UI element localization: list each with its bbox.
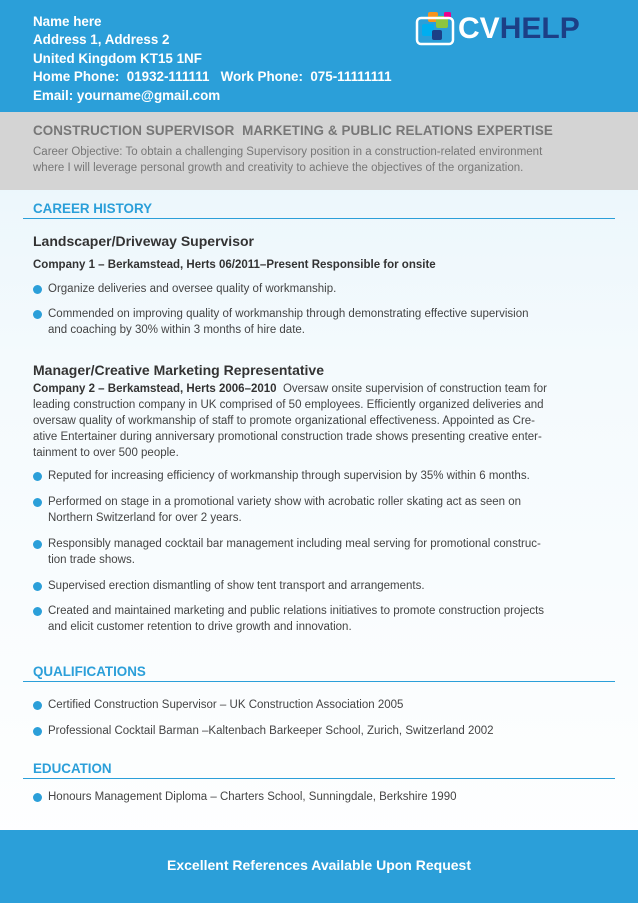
description-line: oversaw quality of workmanship of staff to promote organizational effectiveness. Appointed as Cre- <box>33 415 536 427</box>
bullet-icon <box>33 607 42 616</box>
bullet-text <box>48 306 613 338</box>
list-item <box>33 306 613 338</box>
country-postcode: United Kingdom KT15 1NF <box>33 50 202 66</box>
bullet-text-line: and elicit customer retention to drive growth and innovation. <box>48 621 352 633</box>
bullet-text: Supervised erection dismantling of show tent transport and arrangements. <box>48 580 425 592</box>
job-description <box>33 381 613 461</box>
bullet-icon <box>33 793 42 802</box>
logo-cv: CV <box>458 12 500 45</box>
bullet-text-line: Created and maintained marketing and public relations initiatives to promote construction projects <box>48 605 545 617</box>
bullet-text-line: Northern Switzerland for over 2 years. <box>48 512 242 524</box>
bullet-text: Certified Construction Supervisor – UK Construction Association 2005 <box>48 699 404 711</box>
description-line: leading construction company in UK comprised of 50 employees. Efficiently organized deliveries and <box>33 399 544 411</box>
bullet-text-line: Performed on stage in a promotional variety show with acrobatic roller skating act as seen on <box>48 496 522 508</box>
contact-block <box>33 13 392 105</box>
headline: CONSTRUCTION SUPERVISOR MARKETING & PUBLIC RELATIONS EXPERTISE <box>33 123 553 138</box>
job-company-line <box>33 257 613 273</box>
list-item <box>33 603 613 635</box>
logo-square-navy <box>432 30 442 40</box>
section-divider <box>23 778 615 779</box>
references-note: Excellent References Available Upon Request <box>167 857 471 873</box>
list-item <box>33 697 613 713</box>
bullet-text: Honours Management Diploma – Charters School, Sunningdale, Berkshire 1990 <box>48 791 457 803</box>
list-item <box>33 789 613 805</box>
company-details: Company 1 – Berkamstead, Herts 06/2011–Present Responsible for onsite <box>33 259 436 271</box>
bullet-text-line: tion trade shows. <box>48 554 135 566</box>
description-text: Oversaw onsite supervision of construction team for <box>276 383 547 395</box>
section-title-career-history: CAREER HISTORY <box>33 201 153 216</box>
section-title-qualifications: QUALIFICATIONS <box>33 664 146 679</box>
bullet-text <box>48 536 613 568</box>
career-objective <box>33 144 618 176</box>
section-divider <box>23 218 615 219</box>
bullet-icon <box>33 472 42 481</box>
description-line: ative Entertainer during anniversary promotional construction trade shows presenting creative enter- <box>33 431 542 443</box>
bullet-icon <box>33 310 42 319</box>
bullet-text <box>48 603 613 635</box>
bullet-text: Professional Cocktail Barman –Kaltenbach Barkeeper School, Zurich, Switzerland 2002 <box>48 725 494 737</box>
bullet-text-line: and coaching by 30% within 3 months of hire date. <box>48 324 305 336</box>
job-title: Landscaper/Driveway Supervisor <box>33 233 254 249</box>
bullet-icon <box>33 540 42 549</box>
cvhelp-logo <box>414 8 624 50</box>
cvhelp-logo-icon <box>414 8 458 50</box>
bullet-icon <box>33 582 42 591</box>
bullet-text <box>48 494 613 526</box>
bullet-text-line: Commended on improving quality of workmanship through demonstrating effective supervision <box>48 308 529 320</box>
bullet-icon <box>33 701 42 710</box>
objective-line: Career Objective: To obtain a challenging Supervisory position in a construction-related environment <box>33 146 543 158</box>
list-item <box>33 281 613 297</box>
bullet-text-line: Responsibly managed cocktail bar management including meal serving for promotional construc- <box>48 538 541 550</box>
bullet-icon <box>33 498 42 507</box>
job-title: Manager/Creative Marketing Representative <box>33 362 324 378</box>
phone-numbers: Home Phone: 01932-111111 Work Phone: 075-11111111 <box>33 69 392 85</box>
objective-line: where I will leverage personal growth and creativity to achieve the objectives of the organization. <box>33 162 524 174</box>
list-item <box>33 536 613 568</box>
address-line: Address 1, Address 2 <box>33 32 170 48</box>
list-item <box>33 494 613 526</box>
logo-help: HELP <box>499 12 580 45</box>
section-title-education: EDUCATION <box>33 761 112 776</box>
company-details: Company 2 – Berkamstead, Herts 2006–2010 <box>33 383 277 395</box>
list-item <box>33 723 613 739</box>
candidate-name: Name here <box>33 14 102 29</box>
logo-wordmark <box>458 11 580 47</box>
bullet-text: Organize deliveries and oversee quality of workmanship. <box>48 283 337 295</box>
list-item <box>33 578 613 594</box>
description-line <box>33 381 613 397</box>
description-line: tainment to over 500 people. <box>33 447 179 459</box>
email-address: Email: yourname@gmail.com <box>33 87 221 103</box>
section-divider <box>23 681 615 682</box>
bullet-icon <box>33 285 42 294</box>
bullet-text: Reputed for increasing efficiency of workmanship through supervision by 35% within 6 months. <box>48 470 530 482</box>
list-item <box>33 468 613 484</box>
bullet-icon <box>33 727 42 736</box>
